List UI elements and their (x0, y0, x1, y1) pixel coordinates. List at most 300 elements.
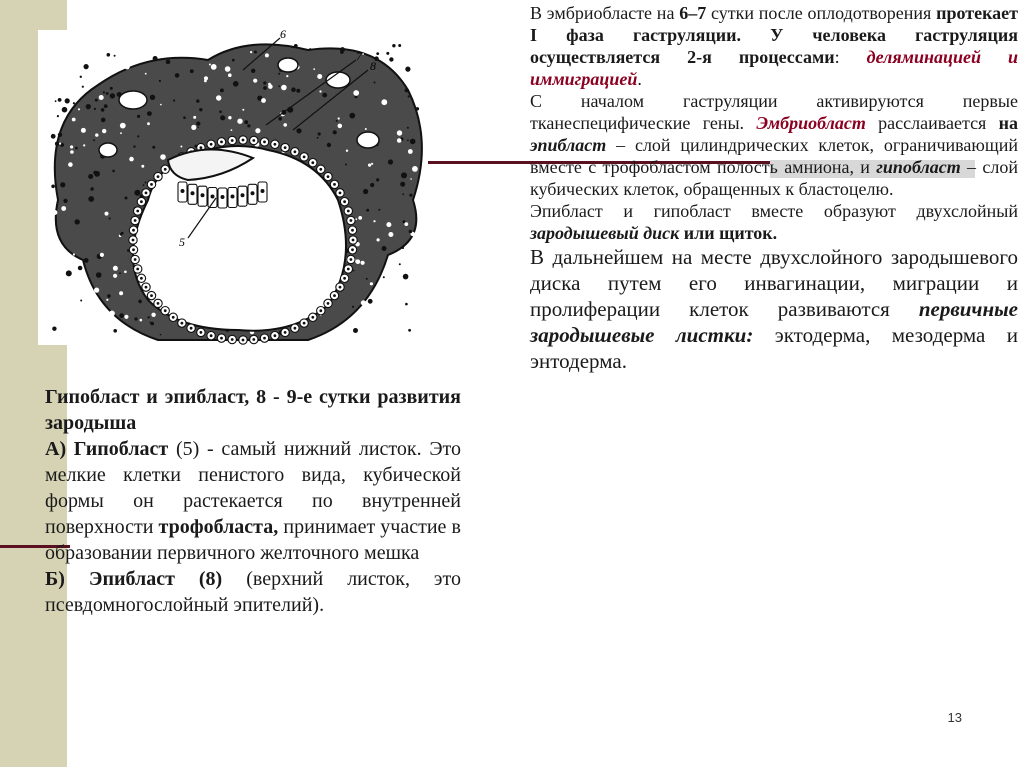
disc-cell-nucleus (211, 195, 215, 199)
tissue-speck (100, 253, 104, 257)
tissue-speck (150, 322, 154, 326)
ring-cell-nucleus (263, 337, 266, 340)
ring-cell-nucleus (231, 139, 234, 142)
tissue-speck (102, 129, 106, 133)
tissue-speck (110, 93, 115, 98)
tissue-speck (193, 116, 196, 119)
ring-cell-nucleus (242, 139, 245, 142)
ring-cell-nucleus (339, 286, 342, 289)
tissue-speck (70, 145, 73, 148)
ring-cell-nucleus (140, 277, 143, 280)
tissue-speck (57, 115, 59, 117)
tissue-speck (362, 53, 364, 55)
text-run: (верхний листок, это псевдомногослойный эпителий) (45, 568, 461, 616)
tissue-speck (402, 74, 406, 78)
tissue-speck (228, 116, 231, 119)
tissue-speck (309, 48, 311, 50)
tissue-speck (183, 116, 186, 119)
tissue-speck (338, 117, 340, 119)
disc-cell-nucleus (221, 195, 225, 199)
tissue-speck (313, 68, 315, 70)
text-run: – слой кубических клеток, обращенных к бластоцелю. (530, 157, 1018, 199)
tissue-speck (134, 317, 137, 320)
ring-cell-nucleus (343, 277, 346, 280)
tissue-speck (73, 102, 75, 104)
ring-cell-nucleus (132, 248, 135, 251)
tissue-speck (388, 232, 393, 237)
ring-cell-nucleus (327, 175, 330, 178)
tissue-speck (409, 230, 413, 234)
tissue-speck (143, 184, 145, 186)
tissue-speck (363, 189, 368, 194)
ring-cell-nucleus (150, 294, 153, 297)
tissue-speck (358, 320, 361, 323)
caption-heading: Гипобласт и эпибласт, 8 - 9-е сутки развития зародыша (45, 386, 461, 434)
text-run: 6–7 (679, 3, 707, 23)
tissue-vacuole (326, 72, 350, 88)
tissue-speck (51, 134, 56, 139)
tissue-speck (78, 266, 83, 271)
tissue-speck (220, 89, 224, 93)
ring-cell-nucleus (311, 316, 314, 319)
text-run: - самый нижний листок. Это мелкие клетки пенистого вида, кубической формы он растекается по внутренней поверхности (45, 438, 461, 538)
tissue-speck (138, 300, 142, 304)
disc-cell-nucleus (201, 193, 205, 197)
tissue-speck (392, 44, 395, 47)
ring-cell-nucleus (294, 327, 297, 330)
tissue-speck (405, 303, 408, 306)
tissue-speck (84, 64, 89, 69)
tissue-speck (382, 246, 387, 251)
tissue-speck (137, 135, 139, 137)
text-run: на (998, 113, 1018, 133)
tissue-speck (384, 262, 386, 264)
tissue-speck (93, 139, 95, 141)
text-run: принимает участие в образовании первичного желточного мешка (45, 516, 461, 564)
tissue-speck (52, 327, 56, 331)
tissue-vacuole (99, 143, 117, 157)
tissue-speck (409, 46, 411, 48)
ring-cell-nucleus (242, 339, 245, 342)
text-run: расслаивается (865, 113, 999, 133)
ring-cell-nucleus (150, 183, 153, 186)
tissue-speck (180, 146, 182, 148)
tissue-speck (225, 66, 231, 72)
tissue-speck (383, 276, 385, 278)
tissue-speck (399, 263, 401, 265)
ring-cell-nucleus (263, 141, 266, 144)
tissue-speck (120, 233, 123, 236)
tissue-speck (120, 132, 122, 134)
ring-cell-nucleus (172, 316, 175, 319)
text-run: В дальнейшем на месте двухслойного зародышевого диска путем его инвагинации, миграции и пролиферации клеток развиваются (530, 245, 1018, 321)
ring-cell-nucleus (327, 302, 330, 305)
ring-cell-nucleus (220, 337, 223, 340)
tissue-speck (60, 87, 65, 92)
ring-cell-nucleus (351, 229, 354, 232)
ring-cell-nucleus (157, 302, 160, 305)
tissue-speck (78, 108, 80, 110)
tissue-speck (281, 85, 287, 91)
text-run: . (319, 594, 325, 616)
tissue-speck (228, 47, 230, 49)
tissue-speck (173, 52, 175, 54)
label-8: 8 (370, 59, 376, 73)
tissue-speck (179, 49, 182, 52)
tissue-speck (220, 115, 225, 120)
tissue-speck (401, 172, 407, 178)
ring-cell-nucleus (319, 309, 322, 312)
tissue-speck (55, 100, 57, 102)
paragraph-hypoblast (45, 436, 461, 566)
tissue-speck (90, 187, 93, 190)
tissue-speck (296, 128, 301, 133)
paragraph-germ-layers (530, 244, 1018, 374)
tissue-speck (268, 83, 271, 86)
tissue-speck (105, 212, 109, 216)
ring-cell-nucleus (274, 334, 277, 337)
tissue-speck (61, 206, 66, 211)
ring-cell-nucleus (210, 334, 213, 337)
text-run: гипобласт (876, 157, 961, 177)
tissue-speck (175, 73, 180, 78)
tissue-speck (83, 144, 85, 146)
tissue-speck (402, 193, 404, 195)
tissue-speck (368, 164, 371, 167)
ring-cell-nucleus (339, 192, 342, 195)
text-run: трофобласта, (158, 516, 279, 538)
tissue-speck (66, 270, 72, 276)
tissue-speck (231, 129, 233, 131)
tissue-speck (160, 154, 166, 160)
text-run: эктодерма, мезодерма и энтодерма. (530, 323, 1018, 373)
ring-cell-nucleus (136, 268, 139, 271)
tissue-speck (286, 75, 288, 77)
tissue-speck (197, 127, 199, 129)
text-run: сутки после оплодотворения (706, 3, 937, 23)
tissue-speck (95, 99, 98, 102)
tissue-speck (398, 44, 401, 47)
ring-cell-nucleus (333, 183, 336, 186)
tissue-speck (407, 127, 409, 129)
tissue-speck (402, 247, 404, 249)
tissue-speck (119, 291, 123, 295)
ring-cell-nucleus (164, 309, 167, 312)
tissue-speck (283, 123, 287, 127)
ring-cell-nucleus (164, 168, 167, 171)
ring-cell-nucleus (132, 229, 135, 232)
tissue-speck (99, 46, 104, 51)
tissue-speck (93, 171, 97, 175)
ring-cell-nucleus (284, 146, 287, 149)
tissue-speck (62, 107, 68, 113)
tissue-speck (397, 138, 402, 143)
tissue-speck (386, 52, 389, 55)
tissue-speck (390, 62, 392, 64)
tissue-speck (141, 165, 144, 168)
tissue-speck (340, 47, 345, 52)
ring-cell-nucleus (190, 327, 193, 330)
tissue-speck (389, 292, 394, 297)
tissue-speck (68, 162, 73, 167)
tissue-speck (255, 128, 260, 133)
text-run: . (637, 69, 642, 89)
tissue-speck (70, 150, 74, 154)
disc-cell-nucleus (251, 191, 255, 195)
tissue-speck (405, 67, 410, 72)
embryo-diagram (38, 30, 426, 345)
text-run: Б) Эпибласт (8) (45, 568, 223, 590)
tissue-speck (409, 194, 412, 197)
tissue-speck (366, 278, 368, 280)
tissue-speck (413, 315, 417, 319)
ring-cell-nucleus (311, 161, 314, 164)
ring-cell-nucleus (284, 331, 287, 334)
tissue-speck (104, 104, 108, 108)
tissue-speck (346, 150, 348, 152)
ring-cell-nucleus (132, 239, 135, 242)
tissue-speck (318, 132, 321, 135)
tissue-speck (353, 90, 359, 96)
tissue-speck (59, 143, 61, 145)
ring-cell-nucleus (210, 143, 213, 146)
tissue-speck (191, 125, 196, 130)
ring-cell-nucleus (252, 338, 255, 341)
tissue-speck (388, 159, 393, 164)
text-run: зародышевый диск (530, 223, 680, 243)
tissue-speck (383, 295, 387, 299)
tissue-speck (413, 51, 418, 56)
label-5: 5 (179, 235, 185, 249)
tissue-speck (322, 93, 327, 98)
tissue-speck (365, 128, 367, 130)
tissue-speck (119, 313, 124, 318)
tissue-speck (386, 222, 391, 227)
tissue-speck (263, 86, 267, 90)
tissue-speck (56, 52, 59, 55)
tissue-speck (51, 185, 55, 189)
tissue-speck (107, 294, 111, 298)
paragraph-gastrulation-phase (530, 2, 1018, 90)
tissue-speck (88, 196, 94, 202)
tissue-speck (76, 60, 79, 63)
disc-cell-nucleus (191, 191, 195, 195)
tissue-speck (373, 220, 375, 222)
tissue-speck (199, 108, 202, 111)
ring-cell-nucleus (274, 143, 277, 146)
tissue-speck (381, 99, 387, 105)
tissue-speck (58, 133, 62, 137)
tissue-speck (405, 88, 409, 92)
tissue-speck (94, 288, 99, 293)
tissue-speck (370, 282, 373, 285)
tissue-speck (296, 89, 300, 93)
ring-cell-nucleus (220, 141, 223, 144)
text-run: В эмбриобласте на (530, 3, 680, 23)
tissue-speck (81, 128, 86, 133)
tissue-speck (204, 46, 208, 50)
tissue-speck (216, 95, 221, 100)
ring-cell-nucleus (136, 210, 139, 213)
tissue-speck (80, 300, 82, 302)
ring-cell-nucleus (200, 331, 203, 334)
tissue-speck (63, 199, 67, 203)
tissue-speck (86, 104, 91, 109)
tissue-speck (317, 137, 319, 139)
tissue-speck (124, 271, 127, 274)
ring-cell-nucleus (347, 268, 350, 271)
tissue-speck (237, 119, 242, 124)
tissue-speck (368, 299, 373, 304)
tissue-speck (265, 53, 269, 57)
tissue-speck (397, 130, 402, 135)
tissue-speck (96, 310, 101, 315)
tissue-speck (250, 51, 252, 53)
tissue-speck (403, 274, 409, 280)
tissue-speck (124, 315, 128, 319)
tissue-speck (353, 328, 358, 333)
text-run: Эмбриобласт (756, 113, 866, 133)
tissue-speck (410, 139, 416, 145)
tissue-speck (209, 64, 211, 66)
tissue-speck (113, 274, 117, 278)
ring-cell-nucleus (303, 156, 306, 159)
tissue-speck (84, 258, 89, 263)
tissue-speck (370, 183, 374, 187)
tissue-speck (278, 117, 282, 121)
tissue-speck (112, 170, 115, 173)
tissue-speck (120, 123, 126, 129)
tissue-speck (134, 190, 140, 196)
tissue-speck (88, 174, 93, 179)
tissue-speck (397, 302, 401, 306)
tissue-speck (352, 306, 354, 308)
tissue-speck (336, 120, 338, 122)
tissue-speck (95, 133, 98, 136)
tissue-speck (291, 46, 293, 48)
text-run: А) Гипобласт (45, 438, 169, 460)
tissue-speck (103, 91, 105, 93)
ring-cell-nucleus (157, 175, 160, 178)
tissue-speck (345, 164, 347, 166)
tissue-speck (166, 60, 171, 65)
ring-cell-nucleus (319, 168, 322, 171)
embryo-illustration (38, 30, 426, 345)
tissue-speck (151, 313, 155, 317)
tissue-speck (80, 76, 82, 78)
ring-cell-nucleus (352, 239, 355, 242)
ring-cell-nucleus (343, 200, 346, 203)
tissue-speck (94, 108, 96, 110)
ring-cell-nucleus (347, 210, 350, 213)
tissue-speck (109, 218, 111, 220)
tissue-speck (101, 108, 105, 112)
ring-cell-nucleus (333, 294, 336, 297)
tissue-speck (152, 146, 155, 149)
tissue-speck (75, 147, 78, 150)
tissue-speck (361, 261, 365, 265)
tissue-speck (133, 145, 135, 147)
tissue-speck (233, 81, 239, 87)
tissue-speck (145, 73, 147, 75)
tissue-speck (99, 95, 104, 100)
tissue-speck (400, 182, 405, 187)
tissue-speck (111, 43, 116, 48)
tissue-speck (125, 64, 130, 69)
tissue-speck (125, 197, 128, 200)
ring-cell-nucleus (145, 286, 148, 289)
tissue-speck (75, 219, 80, 224)
ring-cell-nucleus (134, 219, 137, 222)
disc-cell-nucleus (231, 195, 235, 199)
text-run: или щиток. (679, 223, 778, 243)
tissue-speck (65, 98, 70, 103)
tissue-speck (150, 95, 155, 100)
tissue-speck (416, 107, 419, 110)
ring-cell-nucleus (303, 322, 306, 325)
tissue-speck (110, 87, 113, 90)
text-run: протекает I фаза гаструляции. У человека гаструляция осуществляется 2-я процессами (530, 3, 1018, 67)
tissue-speck (106, 299, 108, 301)
tissue-speck (52, 210, 57, 215)
tissue-speck (147, 316, 149, 318)
text-run: – слой цилиндрических клеток, ограничивающий вместе с трофобластом полость амниона, и (530, 135, 1018, 177)
text-run: деляминацией и иммиграцией (530, 47, 1018, 89)
tissue-speck (211, 64, 217, 70)
tissue-speck (378, 209, 380, 211)
tissue-speck (356, 259, 361, 264)
tissue-speck (60, 182, 65, 187)
tissue-speck (371, 163, 373, 165)
tissue-speck (204, 80, 207, 83)
tissue-speck (72, 118, 76, 122)
ring-cell-nucleus (294, 150, 297, 153)
tissue-speck (82, 276, 85, 279)
tissue-speck (119, 272, 121, 274)
paragraph-embryonic-disc (530, 200, 1018, 244)
ring-cell-nucleus (200, 146, 203, 149)
tissue-speck (278, 85, 280, 87)
tissue-speck (389, 57, 393, 61)
tissue-speck (411, 259, 417, 265)
tissue-speck (377, 238, 380, 241)
label-7: 7 (356, 49, 362, 63)
ring-cell-nucleus (134, 258, 137, 261)
text-run: Эпибласт и гипобласт вместе образуют двухслойный (530, 201, 1018, 221)
tissue-speck (253, 79, 257, 83)
tissue-speck (244, 120, 248, 124)
tissue-speck (317, 74, 322, 79)
tissue-speck (408, 95, 410, 97)
tissue-speck (261, 98, 266, 103)
tissue-speck (247, 124, 250, 127)
ring-cell-nucleus (145, 192, 148, 195)
tissue-speck (219, 110, 222, 113)
tissue-speck (96, 272, 102, 278)
tissue-speck (410, 178, 412, 180)
tissue-vacuole (119, 91, 147, 109)
tissue-speck (73, 253, 75, 255)
ring-cell-nucleus (350, 258, 353, 261)
tissue-speck (404, 222, 408, 226)
tissue-speck (333, 130, 337, 134)
tissue-speck (263, 81, 266, 84)
ring-cell-nucleus (181, 322, 184, 325)
paragraph-epiblast (45, 566, 461, 618)
tissue-speck (82, 86, 84, 88)
tissue-speck (106, 92, 109, 95)
tissue-speck (327, 143, 331, 147)
